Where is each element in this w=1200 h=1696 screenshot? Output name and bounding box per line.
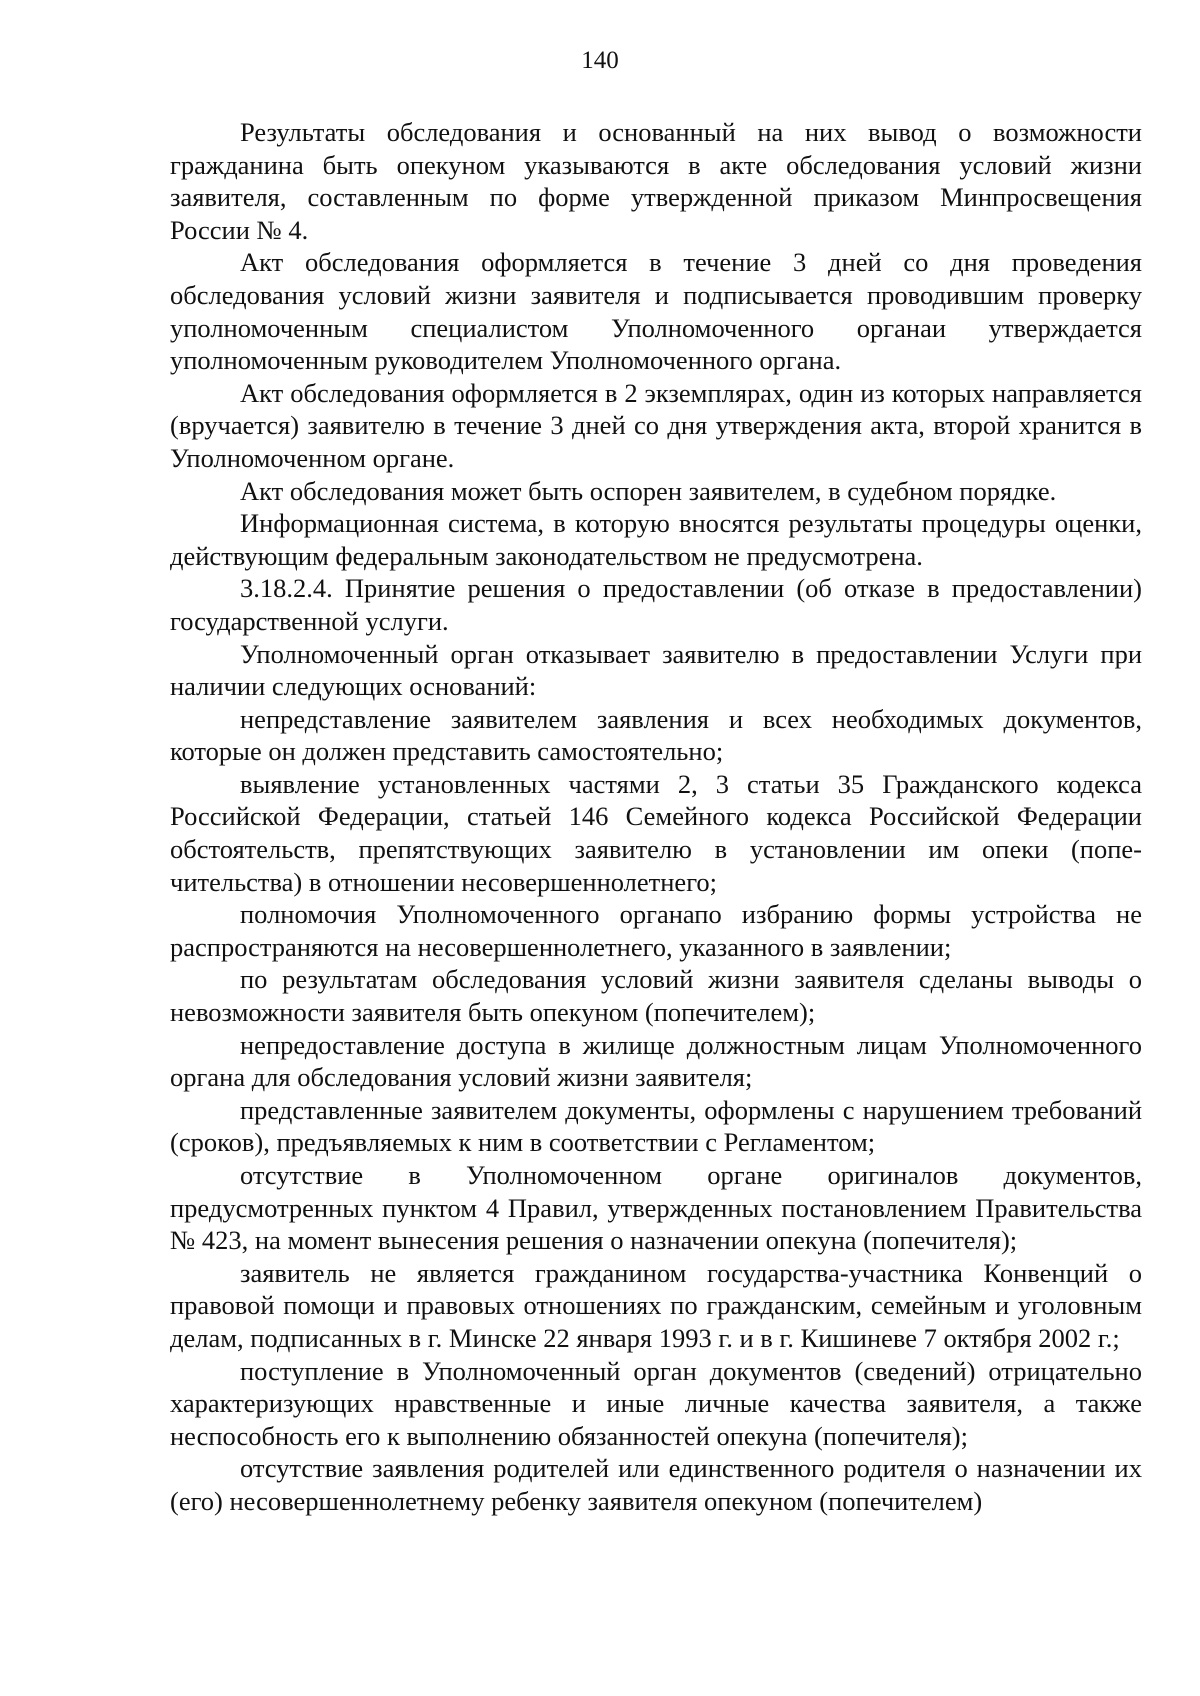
list-item-ground-authority-scope: полномочия Уполномоченного органапо избранию формы устройства не распространяются на несовершеннолетнего, указанного в заявлении; [170,899,1142,962]
list-item-ground-convention-citizenship: заявитель не является гражданином государства-участника Конвенций о правовой помощи и правовых отношениях по гражданским, семейным и уголовным делам, подписанных в г. Минске 22 января 1993 г. и в г. Кишиневе 7 октября 2002 г.; [170,1257,1142,1353]
list-item-ground-negative-information: поступление в Уполномоченный орган документов (сведений) отрицательно характеризующих нравственные и иные личные качества заявителя, а также неспособность его к выполнению обязанностей опекуна (попечителя); [170,1355,1142,1451]
list-item-ground-document-violations: представленные заявителем документы, оформлены с нарушением требований (сроков), предъявляемых к ним в соответствии с Регламентом; [170,1094,1142,1158]
page-number: 140 [581,47,619,74]
document-body [170,116,1142,1518]
list-item-ground-no-parent-application: отсутствие заявления родителей или единственного родителя о назначении их (его) несовершеннолетнему ребенку заявителя опекуном (попечителем) [170,1453,1142,1516]
list-item-ground-missing-documents: непредставление заявителем заявления и всех необходимых документов, которые он должен представить самостоятельно; [170,703,1142,767]
paragraph-information-system: Информационная система, в которую вносятся результаты процедуры оценки, действующим федеральным законодательством не предусмотрена. [170,508,1142,571]
paragraph-act-preparation: Акт обследования оформляется в течение 3 дней со дня проведения обследования условий жизни заявителя и подписывается проводившим проверку уполномоченным специалистом Уполномоченного органаи утверждается уполномоченным руководителем Уполномоченного органа. [170,247,1142,376]
list-item-ground-missing-originals: отсутствие в Уполномоченном органе оригиналов документов, предусмотренных пунктом 4 Правил, утвержденных постановлением Правительства № 423, на момент вынесения решения о назначении опекуна (попечителя); [170,1160,1142,1256]
list-item-ground-inspection-conclusion: по результатам обследования условий жизни заявителя сделаны выводы о невозможности заявителя быть опекуном (попечителем); [170,964,1142,1028]
paragraph-refusal-grounds-intro: Уполномоченный орган отказывает заявителю в предоставлении Услуги при наличии следующих оснований: [170,638,1142,702]
paragraph-act-copies: Акт обследования оформляется в 2 экземплярах, один из которых направляется (вручается) заявителю в течение 3 дней со дня утверждения акта, второй хранится в Уполномоченном органе. [170,377,1142,473]
list-item-ground-no-access: непредоставление доступа в жилище должностным лицам Уполномоченного органа для обследования условий жизни заявителя; [170,1029,1142,1093]
paragraph-inspection-results: Результаты обследования и основанный на них вывод о возможности гражданина быть опекуном указываются в акте обследования условий жизни заявителя, составленным по форме утвержденной приказом Минпросвещения России № 4. [170,117,1142,245]
paragraph-act-appeal: Акт обследования может быть оспорен заявителем, в судебном порядке. [240,475,1057,506]
paragraph-section-3-18-2-4: 3.18.2.4. Принятие решения о предоставлении (об отказе в предоставлении) государственной услуги. [170,573,1142,636]
list-item-ground-civil-code-circumstances: выявление установленных частями 2, 3 статьи 35 Гражданского кодекса Российской Федерации, статьей 146 Семейного кодекса Российской Федерации обстоятельств, препятствующих заявителю в установлении им опеки (попечительства) в отношении несовершеннолетнего; [170,768,1142,897]
